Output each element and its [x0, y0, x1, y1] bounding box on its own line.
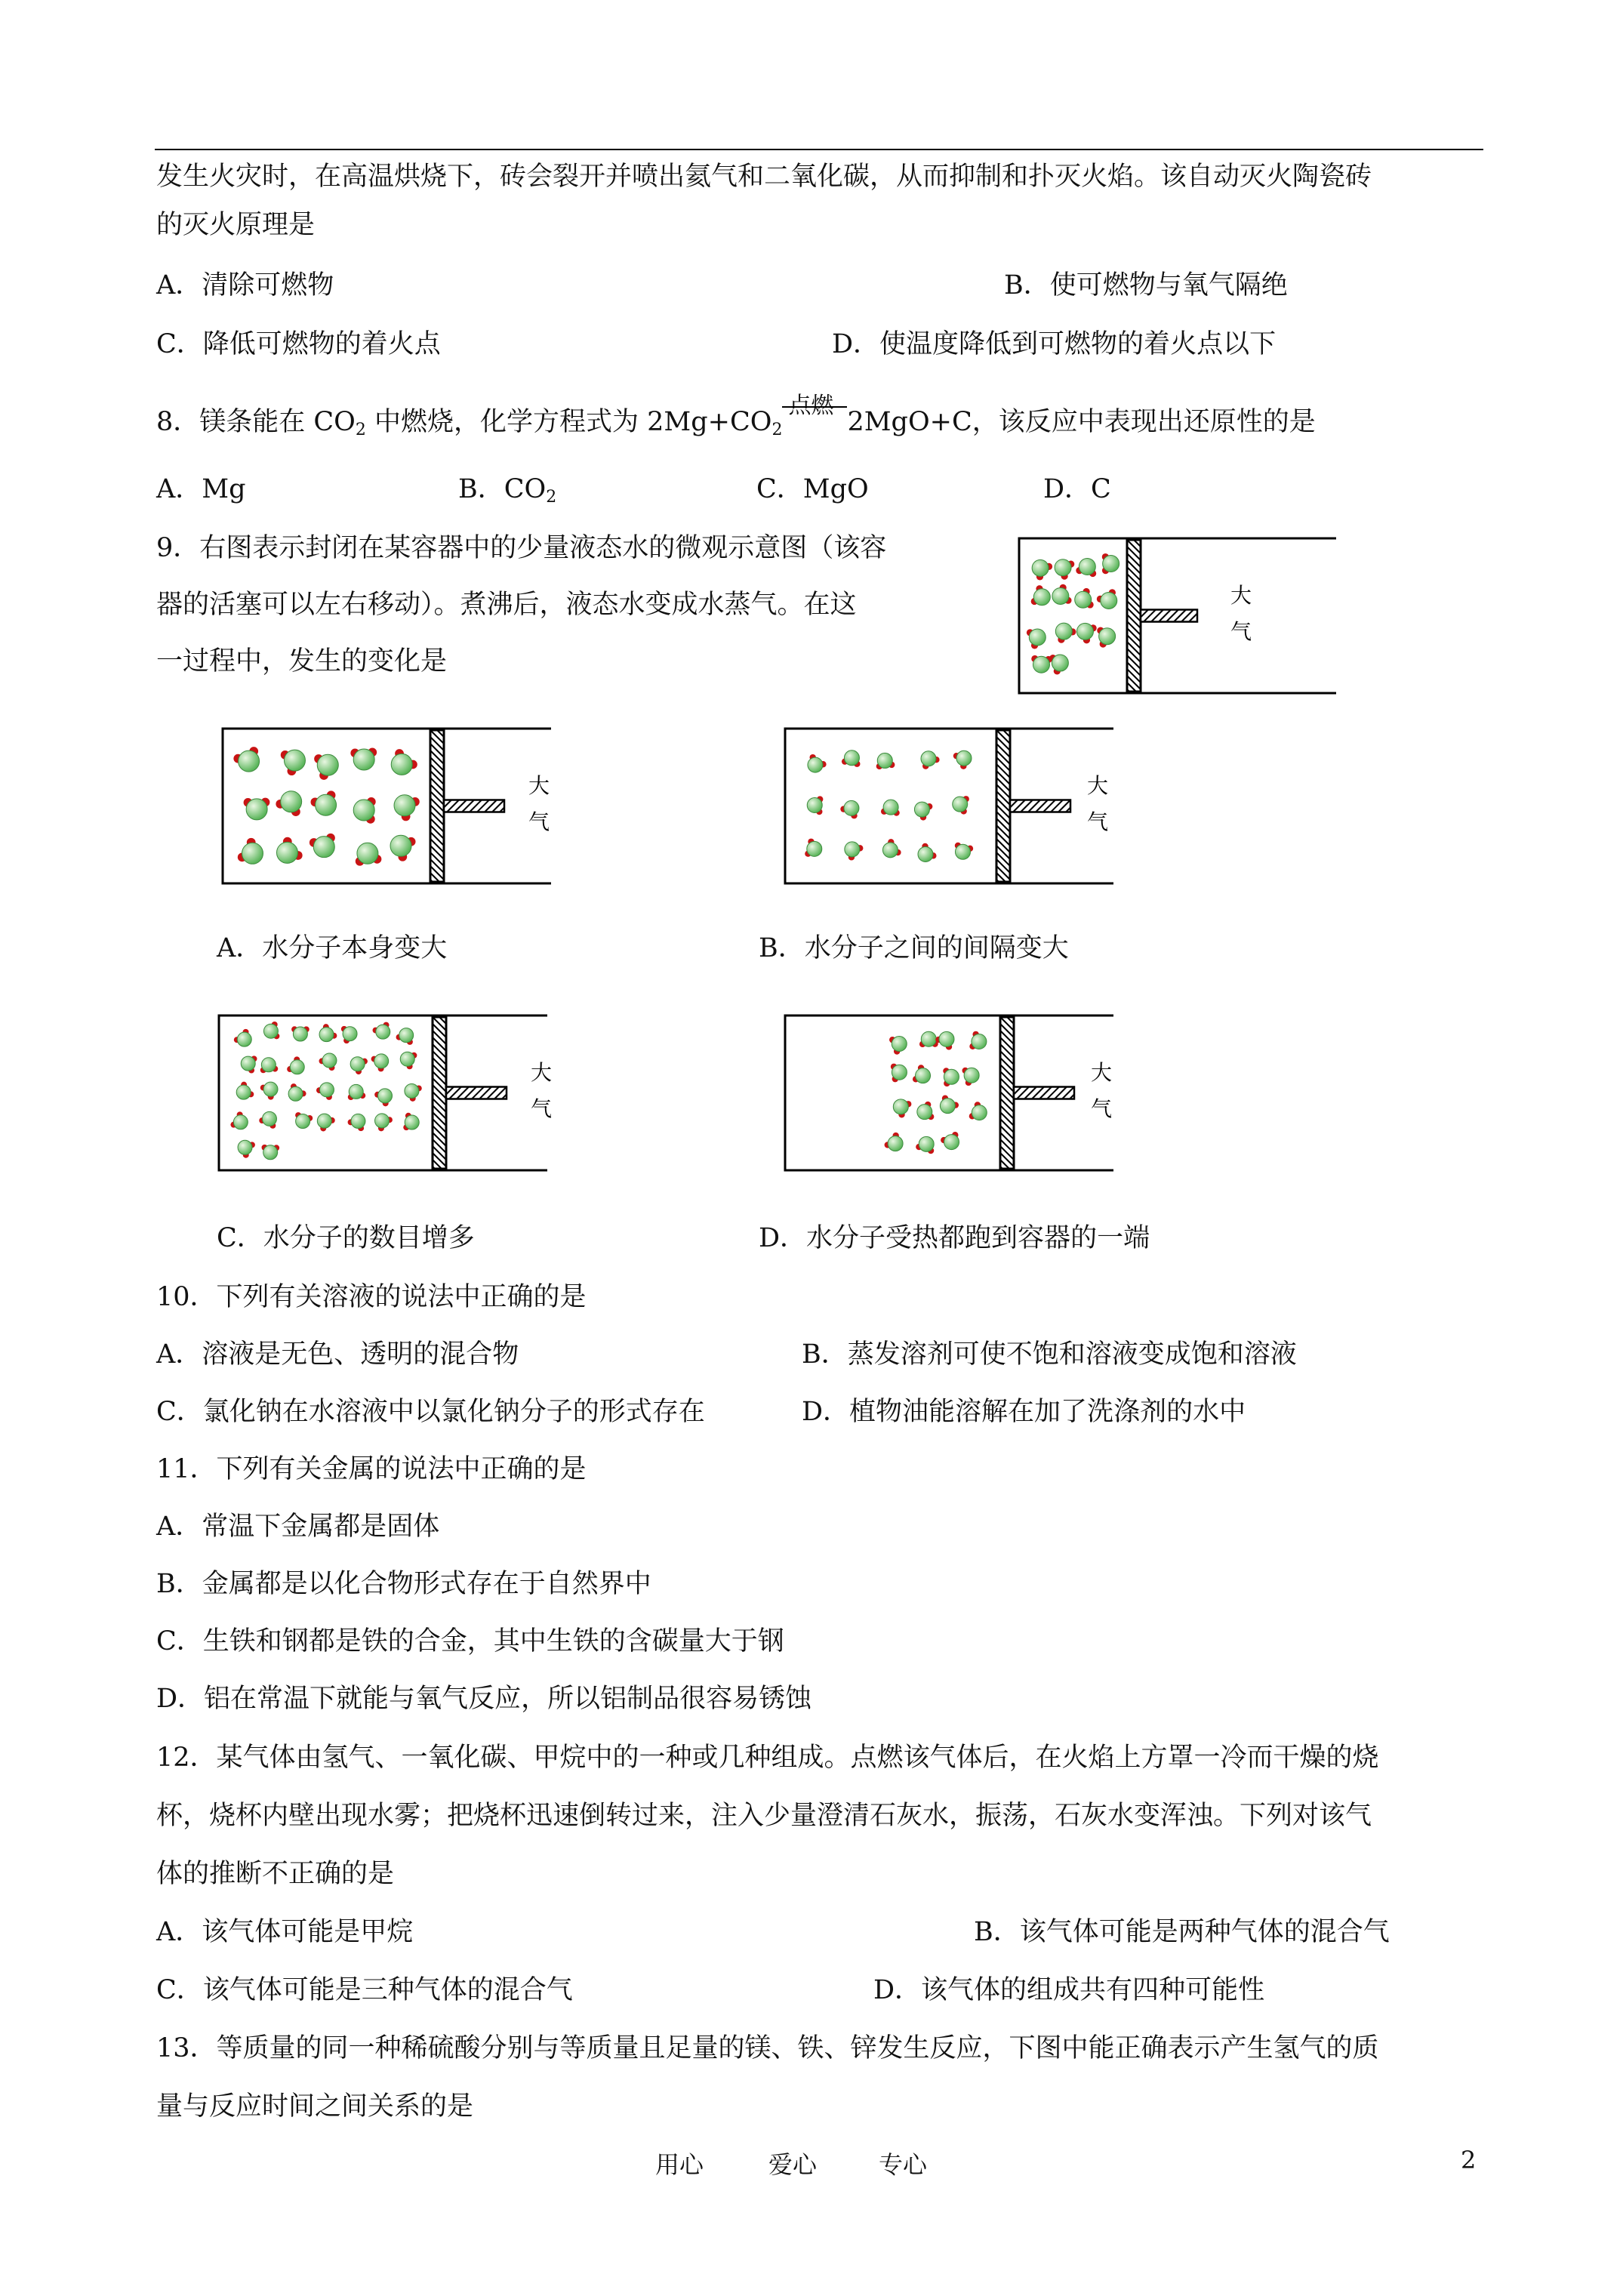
water-molecule — [375, 1114, 393, 1131]
oxygen-atom — [1033, 589, 1050, 606]
q10-option-b: B．蒸发溶剂可使不饱和溶液变成饱和溶液 — [802, 1339, 1297, 1370]
oxygen-atom — [394, 795, 415, 816]
piston-rod — [1014, 1087, 1074, 1099]
water-molecule — [396, 1028, 414, 1045]
oxygen-atom — [263, 1145, 278, 1160]
water-molecule — [919, 1031, 938, 1047]
piston — [1127, 540, 1141, 692]
water-molecule — [921, 751, 940, 769]
q7-stem-line2: 的灭火原理是 — [156, 210, 316, 240]
oxygen-atom — [1032, 559, 1049, 576]
oxygen-atom — [316, 794, 337, 815]
water-molecule — [1055, 623, 1076, 643]
water-molecule — [1032, 559, 1052, 580]
atmosphere-label-char1: 大 — [1230, 583, 1252, 608]
water-molecule — [962, 1068, 980, 1086]
water-molecule — [262, 1145, 280, 1160]
diagram-option-a — [219, 725, 551, 887]
oxygen-atom — [1099, 628, 1116, 645]
water-molecule — [233, 747, 259, 772]
oxygen-atom — [236, 1085, 251, 1099]
water-molecule — [1076, 623, 1096, 643]
oxygen-atom — [1055, 623, 1072, 639]
water-molecule — [807, 796, 823, 815]
water-molecule — [808, 754, 827, 772]
diagram-option-c — [215, 1012, 553, 1174]
atmosphere-label-char2: 气 — [528, 809, 550, 834]
water-molecule — [953, 750, 972, 769]
oxygen-atom — [343, 1027, 357, 1041]
q13-stem-line2: 量与反应时间之间关系的是 — [156, 2091, 474, 2122]
water-molecule — [914, 802, 932, 821]
atmosphere-label-char2: 气 — [531, 1096, 553, 1121]
oxygen-atom — [893, 1099, 908, 1114]
water-molecule — [288, 1083, 306, 1101]
water-molecule — [845, 842, 864, 861]
water-molecule — [916, 1136, 934, 1154]
oxygen-atom — [844, 750, 859, 766]
oxygen-atom — [405, 1115, 419, 1130]
water-molecule — [319, 1053, 337, 1071]
water-molecule — [238, 838, 263, 864]
q9-option-d: D．水分子受热都跑到容器的一端 — [759, 1223, 1150, 1253]
atmosphere-label-char2: 气 — [1091, 1096, 1113, 1121]
water-molecule — [885, 1133, 904, 1151]
piston-rod — [446, 1087, 507, 1099]
q7-option-b: B．使可燃物与氧气隔绝 — [1004, 270, 1288, 300]
oxygen-atom — [319, 1083, 334, 1097]
water-molecule — [230, 1111, 248, 1129]
water-molecule — [353, 797, 376, 824]
oxygen-atom — [284, 750, 305, 771]
q8-option-b: B．$CO_2$ — [458, 474, 557, 507]
oxygen-atom — [357, 843, 378, 864]
q9-stem-line3: 一过程中，发生的变化是 — [156, 646, 448, 676]
oxygen-atom — [277, 842, 298, 863]
oxygen-atom — [918, 846, 933, 861]
oxygen-atom — [1076, 623, 1093, 639]
water-molecule — [1097, 589, 1117, 609]
water-molecule — [356, 843, 382, 865]
diagram-initial — [1015, 535, 1340, 697]
water-molecule — [244, 798, 270, 820]
water-molecule — [319, 1024, 337, 1041]
q7-option-c: C．降低可燃物的着火点 — [156, 329, 441, 359]
q11-stem: 11．下列有关金属的说法中正确的是 — [156, 1454, 587, 1484]
water-molecule — [236, 1082, 254, 1099]
oxygen-atom — [914, 802, 929, 817]
water-molecule — [295, 1112, 313, 1128]
water-molecule — [316, 1083, 334, 1100]
water-molecule — [941, 1132, 959, 1150]
water-molecule — [281, 750, 306, 775]
water-molecule — [889, 1036, 907, 1054]
water-molecule — [310, 834, 335, 858]
oxygen-atom — [263, 1082, 278, 1096]
oxygen-atom — [288, 1086, 303, 1101]
water-molecule — [260, 1082, 278, 1099]
water-molecule — [287, 1056, 304, 1074]
water-molecule — [341, 1026, 357, 1043]
water-molecule — [350, 1057, 368, 1074]
oxygen-atom — [1052, 655, 1068, 671]
water-molecule — [1075, 588, 1094, 609]
piston-rod — [444, 800, 504, 812]
water-molecule — [805, 839, 822, 857]
oxygen-atom — [262, 1111, 276, 1126]
oxygen-atom — [237, 1032, 251, 1046]
q11-option-b: B．金属都是以化合物形式存在于自然界中 — [156, 1569, 651, 1599]
oxygen-atom — [953, 797, 968, 812]
water-molecule — [348, 1114, 365, 1131]
oxygen-atom — [376, 1025, 390, 1039]
oxygen-atom — [233, 1115, 248, 1130]
water-molecule — [917, 1102, 935, 1120]
q9-option-b: B．水分子之间的间隔变大 — [759, 933, 1069, 963]
water-molecule — [969, 1031, 987, 1049]
water-molecule — [348, 1084, 365, 1100]
oxygen-atom — [390, 835, 411, 856]
water-molecule — [400, 1052, 417, 1069]
oxygen-atom — [351, 1114, 365, 1128]
q9-option-c: C．水分子的数目增多 — [217, 1223, 475, 1253]
water-molecule — [238, 1140, 255, 1157]
oxygen-atom — [375, 1114, 390, 1128]
oxygen-atom — [405, 1083, 419, 1098]
oxygen-atom — [916, 1068, 931, 1083]
water-molecule — [291, 1026, 310, 1041]
q9-stem-line1: 9．右图表示封闭在某容器中的少量液态水的微观示意图（该容 — [156, 533, 887, 563]
piston — [430, 730, 444, 882]
oxygen-atom — [317, 1114, 331, 1128]
oxygen-atom — [877, 753, 892, 768]
water-molecule — [1031, 655, 1052, 673]
q7-option-d: D．使温度降低到可燃物的着火点以下 — [832, 329, 1277, 359]
water-molecule — [943, 1068, 959, 1086]
piston — [433, 1017, 446, 1169]
atmosphere-label-char2: 气 — [1087, 809, 1109, 834]
diagram-option-d — [781, 1012, 1113, 1174]
water-molecule — [311, 791, 337, 815]
oxygen-atom — [882, 843, 898, 858]
water-molecule — [373, 1022, 390, 1040]
q9-stem-line2: 器的活塞可以左右移动）。煮沸后，液态水变成水蒸气。在这 — [156, 590, 857, 620]
q11-option-c: C．生铁和钢都是铁的合金，其中生铁的含碳量大于钢 — [156, 1626, 784, 1657]
oxygen-atom — [349, 1084, 363, 1099]
water-molecule — [234, 1029, 251, 1046]
atmosphere-label-char1: 大 — [531, 1060, 553, 1085]
water-molecule — [1102, 553, 1119, 574]
oxygen-atom — [807, 841, 822, 856]
oxygen-atom — [939, 1031, 954, 1046]
oxygen-atom — [319, 1028, 334, 1042]
oxygen-atom — [290, 1060, 304, 1074]
water-molecule — [882, 839, 901, 858]
q8-option-a: A．Mg — [156, 474, 246, 504]
footer-word-1: 用心 — [655, 2150, 704, 2179]
atmosphere-label-char1: 大 — [528, 773, 550, 798]
oxygen-atom — [1055, 559, 1071, 576]
q12-option-d: D．该气体的组成共有四种可能性 — [873, 1975, 1265, 2005]
oxygen-atom — [246, 799, 267, 820]
oxygen-atom — [944, 1135, 959, 1150]
water-molecule — [260, 1058, 279, 1073]
water-molecule — [1031, 585, 1051, 606]
oxygen-atom — [940, 1099, 955, 1114]
water-molecule — [955, 843, 973, 859]
oxygen-atom — [317, 754, 338, 775]
oxygen-atom — [944, 1069, 959, 1084]
water-molecule — [1097, 627, 1115, 648]
q8-option-d: D．C — [1043, 474, 1111, 504]
water-molecule — [840, 800, 859, 818]
oxygen-atom — [845, 842, 860, 857]
q11-option-d: D．铝在常温下就能与氧气反应，所以铝制品很容易锈蚀 — [156, 1684, 812, 1714]
oxygen-atom — [921, 1031, 936, 1046]
water-molecule — [263, 1022, 279, 1039]
q10-stem: 10．下列有关溶液的说法中正确的是 — [156, 1282, 587, 1312]
oxygen-atom — [1075, 591, 1092, 608]
water-molecule — [390, 835, 415, 861]
atmosphere-label-char1: 大 — [1087, 773, 1109, 798]
oxygen-atom — [313, 837, 334, 858]
oxygen-atom — [374, 1054, 389, 1068]
piston — [1000, 1017, 1014, 1169]
oxygen-atom — [1101, 592, 1117, 609]
water-molecule — [403, 1113, 419, 1130]
piston-rod — [1010, 800, 1070, 812]
header-rule — [155, 149, 1483, 150]
diagram-option-b — [781, 725, 1113, 887]
oxygen-atom — [293, 1027, 307, 1041]
q12-option-b: B．该气体可能是两种气体的混合气 — [974, 1917, 1390, 1947]
oxygen-atom — [807, 797, 822, 812]
oxygen-atom — [844, 800, 859, 815]
q10-option-c: C．氯化钠在水溶液中以氯化钠分子的形式存在 — [156, 1397, 705, 1427]
oxygen-atom — [239, 750, 260, 772]
water-molecule — [876, 753, 895, 769]
oxygen-atom — [261, 1058, 276, 1072]
water-molecule — [842, 750, 861, 767]
q8-option-c: C．MgO — [756, 474, 869, 504]
oxygen-atom — [808, 757, 823, 772]
water-molecule — [881, 800, 900, 816]
water-molecule — [1076, 559, 1096, 578]
water-molecule — [277, 837, 303, 864]
water-molecule — [935, 1031, 954, 1049]
q7-option-a: A．清除可燃物 — [156, 270, 334, 300]
oxygen-atom — [399, 1028, 414, 1043]
q11-option-a: A．常温下金属都是固体 — [156, 1512, 440, 1542]
oxygen-atom — [353, 800, 374, 821]
water-molecule — [953, 796, 969, 815]
water-molecule — [241, 1056, 257, 1073]
water-molecule — [893, 1099, 911, 1118]
oxygen-atom — [241, 1056, 255, 1071]
oxygen-atom — [1079, 559, 1095, 575]
water-molecule — [1049, 655, 1068, 674]
oxygen-atom — [888, 1136, 903, 1151]
oxygen-atom — [1033, 656, 1049, 673]
oxygen-atom — [263, 1024, 278, 1038]
water-molecule — [891, 1064, 907, 1083]
oxygen-atom — [242, 843, 263, 864]
footer-word-3: 专心 — [879, 2150, 928, 2179]
water-molecule — [405, 1083, 422, 1101]
water-molecule — [276, 791, 301, 816]
oxygen-atom — [956, 750, 972, 766]
water-molecule — [918, 843, 937, 862]
q12-option-c: C．该气体可能是三种气体的混合气 — [156, 1975, 573, 2005]
oxygen-atom — [391, 754, 412, 775]
water-molecule — [940, 1096, 959, 1114]
q12-stem-line2: 杯，烧杯内壁出现水雾；把烧杯迅速倒转过来，注入少量澄清石灰水，振荡，石灰水变浑浊。下列对该气 — [156, 1801, 1372, 1831]
water-molecule — [374, 1089, 392, 1106]
q12-option-a: A．该气体可能是甲烷 — [156, 1917, 414, 1947]
oxygen-atom — [892, 1036, 907, 1051]
oxygen-atom — [1052, 587, 1069, 604]
piston — [996, 730, 1010, 882]
oxygen-atom — [377, 1089, 392, 1103]
water-molecule — [317, 1114, 334, 1131]
oxygen-atom — [238, 1140, 252, 1154]
oxygen-atom — [955, 844, 970, 859]
oxygen-atom — [1103, 556, 1119, 572]
oxygen-atom — [296, 1114, 310, 1129]
water-molecule — [259, 1111, 276, 1128]
water-molecule — [1027, 629, 1046, 649]
oxygen-atom — [400, 1052, 414, 1066]
water-molecule — [394, 795, 420, 821]
oxygen-atom — [350, 1057, 365, 1071]
water-molecule — [969, 1102, 987, 1120]
q8-reaction-condition: 点燃 — [782, 408, 847, 430]
oxygen-atom — [892, 1065, 907, 1080]
water-molecule — [350, 747, 377, 770]
q12-stem-line1: 12．某气体由氢气、一氧化碳、甲烷中的一种或几种组成。点燃该气体后，在火焰上方罩一冷而干燥的烧 — [156, 1743, 1379, 1773]
oxygen-atom — [964, 1068, 979, 1083]
oxygen-atom — [972, 1105, 987, 1120]
atmosphere-label-char1: 大 — [1091, 1060, 1113, 1085]
oxygen-atom — [322, 1053, 337, 1068]
oxygen-atom — [921, 751, 936, 766]
page-number: 2 — [1461, 2146, 1477, 2174]
q9-option-a: A．水分子本身变大 — [217, 933, 448, 963]
oxygen-atom — [917, 1105, 932, 1120]
oxygen-atom — [281, 791, 302, 812]
water-molecule — [913, 1065, 931, 1083]
oxygen-atom — [353, 749, 374, 770]
water-molecule — [1052, 584, 1072, 605]
q10-option-d: D．植物油能溶解在加了洗涤剂的水中 — [802, 1397, 1246, 1427]
oxygen-atom — [919, 1136, 934, 1151]
oxygen-atom — [883, 800, 898, 815]
water-molecule — [371, 1054, 389, 1071]
oxygen-atom — [1029, 629, 1046, 646]
atmosphere-label-char2: 气 — [1230, 619, 1252, 644]
q13-stem-line1: 13．等质量的同一种稀硫酸分别与等质量且足量的镁、铁、锌发生反应，下图中能正确表示产生氢气的质 — [156, 2033, 1379, 2063]
water-molecule — [314, 754, 338, 780]
q8-stem: 8．镁条能在 $CO_2$ 中燃烧，化学方程式为 $2Mg+CO_2$ 点燃 2MgO+C，该反应中表现出还原性的是 — [156, 393, 1316, 439]
footer-word-2: 爱心 — [768, 2150, 818, 2179]
oxygen-atom — [972, 1034, 987, 1049]
q7-stem-line1: 发生火灾时，在高温烘烧下，砖会裂开并喷出氦气和二氧化碳，从而抑制和扑灭火焰。该自动灭火陶瓷砖 — [156, 162, 1372, 192]
piston-rod — [1141, 610, 1197, 622]
water-molecule — [391, 749, 417, 775]
q10-option-a: A．溶液是无色、透明的混合物 — [156, 1339, 519, 1370]
water-molecule — [1055, 559, 1074, 580]
q12-stem-line3: 体的推断不正确的是 — [156, 1859, 395, 1889]
